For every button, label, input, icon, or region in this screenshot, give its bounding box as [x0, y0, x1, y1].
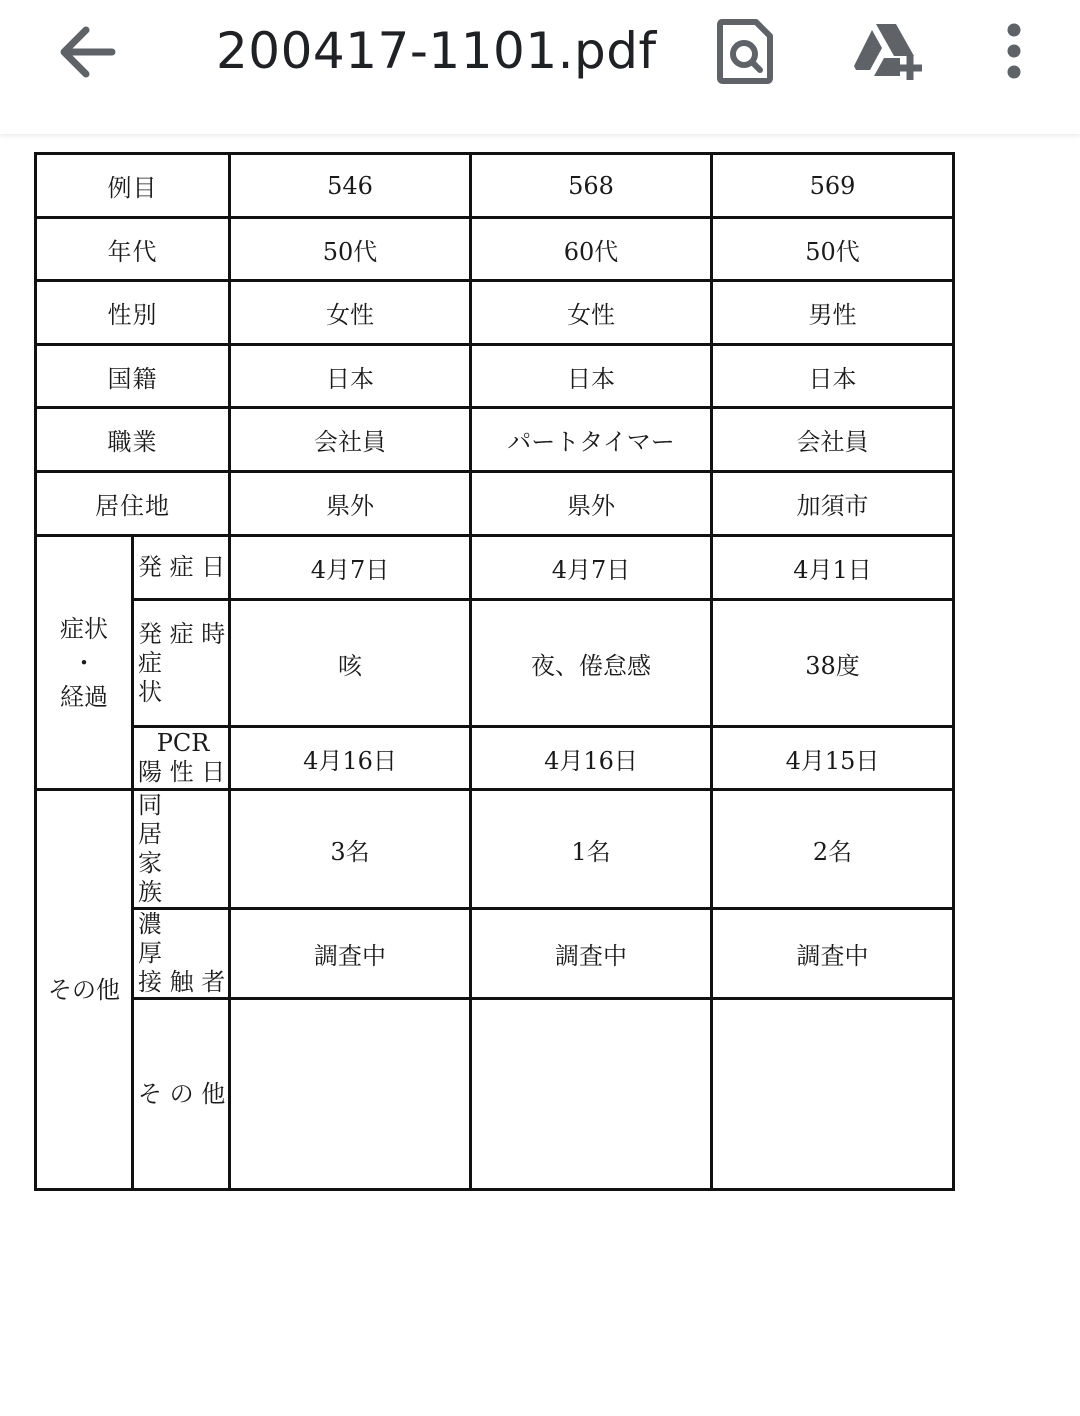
find-in-document-button[interactable] [714, 18, 776, 84]
onset-date-cell: 4月1日 [712, 536, 954, 600]
symptoms-group-line: 経過 [60, 682, 108, 711]
residence-cell: 県外 [230, 472, 471, 536]
household-cell: 2名 [712, 790, 954, 909]
pcr-label-line: 陽 性 日 [138, 758, 226, 786]
onset-symptom-cell: 夜、倦怠感 [471, 600, 712, 727]
close-contacts-cell: 調査中 [230, 909, 471, 999]
table-row [36, 345, 954, 408]
table-row [36, 536, 954, 600]
sex-cell: 女性 [471, 281, 712, 345]
back-button[interactable] [50, 22, 120, 82]
pcr-date-cell: 4月15日 [712, 727, 954, 790]
residence-cell: 加須市 [712, 472, 954, 536]
onset-date-cell: 4月7日 [471, 536, 712, 600]
table-row [36, 472, 954, 536]
other-label: そ の 他 [133, 999, 230, 1190]
table-row [36, 281, 954, 345]
symptoms-group-line: 症状 [60, 614, 108, 643]
age-cell: 50代 [230, 218, 471, 281]
nationality-cell: 日本 [230, 345, 471, 408]
table-row [36, 909, 954, 999]
household-label [133, 790, 230, 909]
pcr-positive-label [133, 727, 230, 790]
add-to-drive-icon [852, 20, 928, 82]
household-cell: 3名 [230, 790, 471, 909]
arrow-back-icon [50, 22, 120, 82]
onset-date-cell: 4月7日 [230, 536, 471, 600]
onset-symptom-cell: 38度 [712, 600, 954, 727]
nationality-label: 国籍 [36, 345, 230, 408]
sex-cell: 女性 [230, 281, 471, 345]
case-number: 546 [230, 154, 471, 218]
household-cell: 1名 [471, 790, 712, 909]
table-row [36, 154, 954, 218]
occupation-label: 職業 [36, 408, 230, 472]
onset-symptom-cell: 咳 [230, 600, 471, 727]
close-contacts-cell: 調査中 [712, 909, 954, 999]
occupation-cell: 会社員 [712, 408, 954, 472]
residence-cell: 県外 [471, 472, 712, 536]
symptoms-group-line: ・ [72, 648, 96, 677]
nationality-cell: 日本 [471, 345, 712, 408]
onset-symptom-label-line: 症 状 [138, 648, 210, 706]
table-row [36, 999, 954, 1190]
pcr-date-cell: 4月16日 [230, 727, 471, 790]
app-bar [0, 0, 1080, 134]
case-label: 例目 [36, 154, 230, 218]
pcr-date-cell: 4月16日 [471, 727, 712, 790]
pcr-label-line: PCR [156, 729, 210, 757]
other-cell [471, 999, 712, 1190]
more-options-button[interactable] [996, 20, 1032, 84]
table-row [36, 790, 954, 909]
table-row [36, 600, 954, 727]
table-row [36, 727, 954, 790]
age-cell: 50代 [712, 218, 954, 281]
occupation-cell: パートタイマー [471, 408, 712, 472]
case-number: 568 [471, 154, 712, 218]
other-cell [230, 999, 471, 1190]
document-title: 200417-1101.pdf [216, 22, 657, 80]
age-cell: 60代 [471, 218, 712, 281]
occupation-cell: 会社員 [230, 408, 471, 472]
age-label: 年代 [36, 218, 230, 281]
nationality-cell: 日本 [712, 345, 954, 408]
case-number: 569 [712, 154, 954, 218]
document-search-icon [714, 18, 776, 84]
onset-symptom-label-line: 発 症 時 [138, 619, 226, 648]
close-contacts-label-line: 接 触 者 [138, 968, 226, 996]
table-row [36, 218, 954, 281]
close-contacts-label [133, 909, 230, 999]
add-to-drive-button[interactable] [852, 20, 928, 82]
table-row [36, 408, 954, 472]
more-vertical-icon [996, 20, 1032, 84]
pdf-page[interactable] [0, 110, 1080, 1416]
sex-cell: 男性 [712, 281, 954, 345]
residence-label: 居住地 [36, 472, 230, 536]
case-table [34, 152, 955, 1191]
onset-date-label: 発 症 日 [133, 536, 230, 600]
other-group-label: その他 [36, 790, 133, 1190]
other-cell [712, 999, 954, 1190]
onset-symptom-label [133, 600, 230, 727]
household-label-line: 同 居 [138, 791, 210, 848]
close-contacts-label-line: 濃 厚 [138, 910, 210, 967]
close-contacts-cell: 調査中 [471, 909, 712, 999]
household-label-line: 家 族 [138, 849, 210, 906]
sex-label: 性別 [36, 281, 230, 345]
symptoms-group-label [36, 536, 133, 790]
